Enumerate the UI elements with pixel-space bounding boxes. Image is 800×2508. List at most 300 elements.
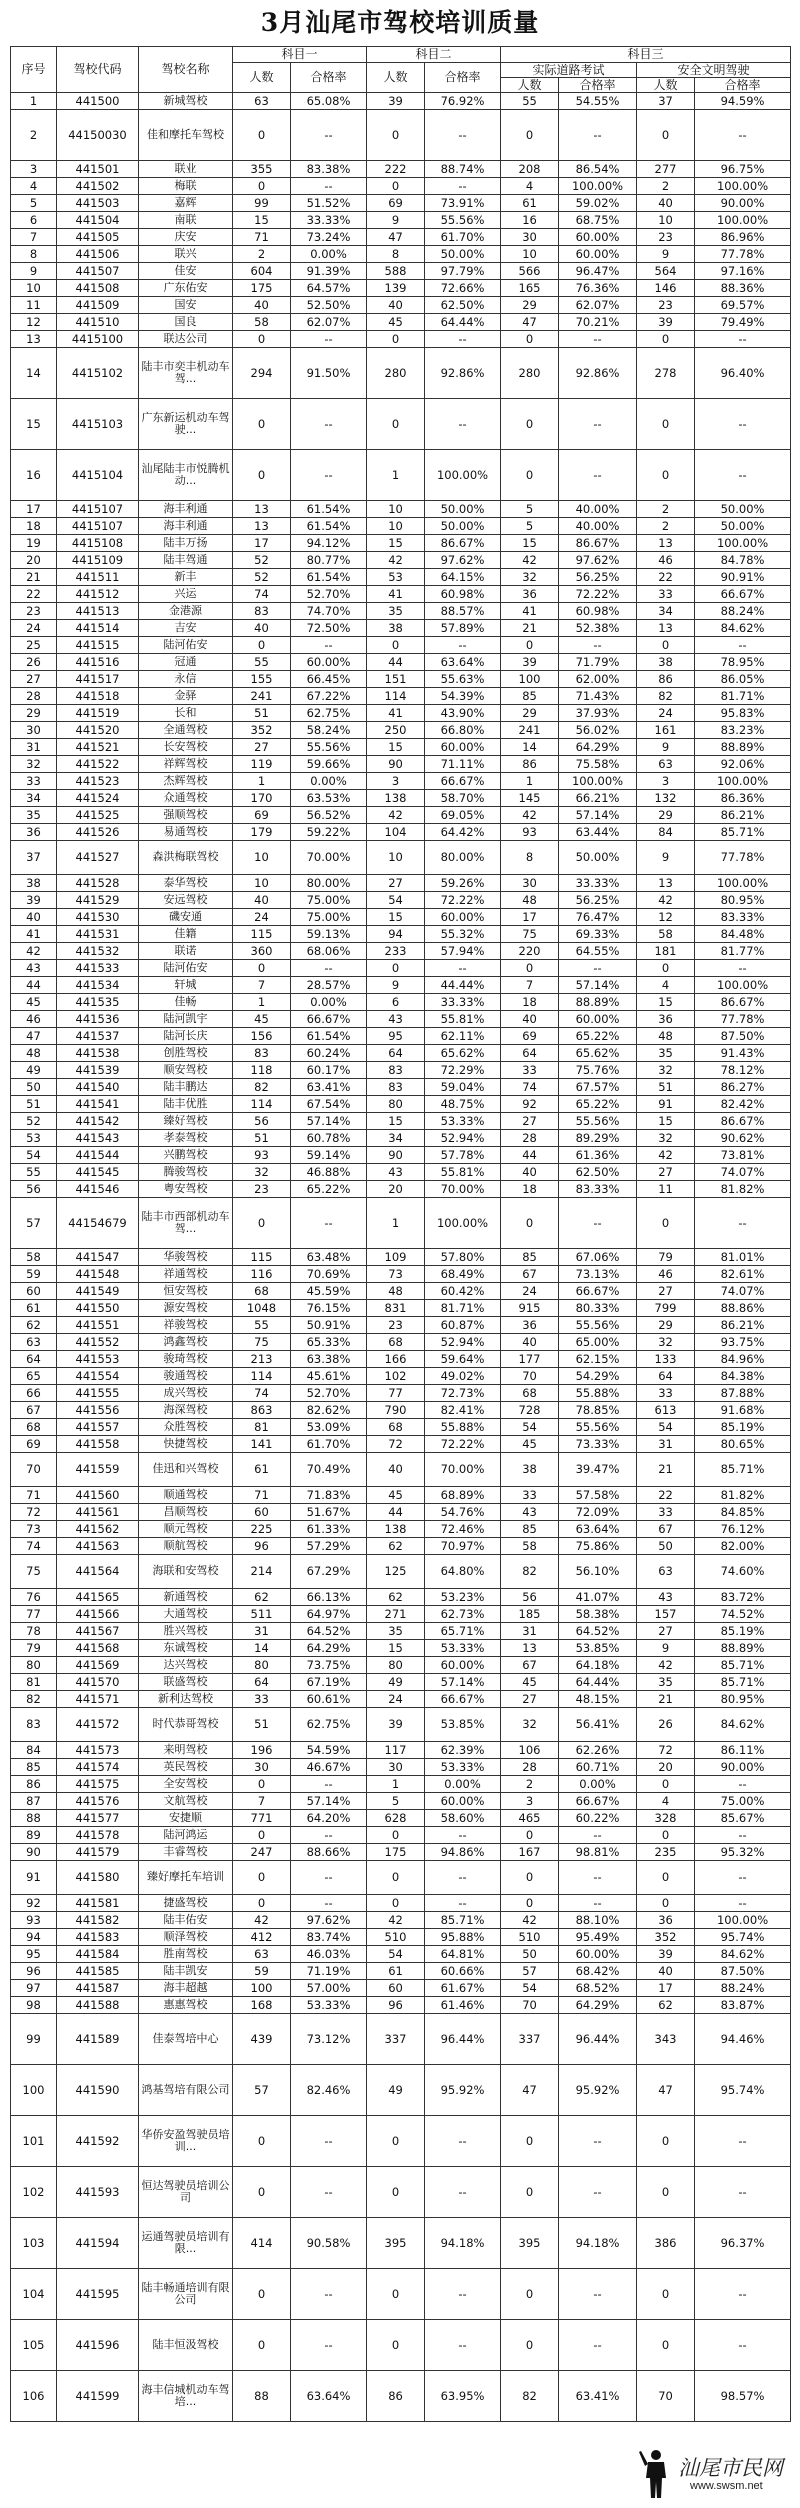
cell-seq: 19 [11,535,57,552]
cell-s2-count: 250 [367,722,425,739]
cell-s1-count: 168 [233,1997,291,2014]
cell-safe-count: 23 [637,297,695,314]
cell-s1-rate: 83.74% [291,1929,367,1946]
cell-s1-count: 93 [233,1147,291,1164]
cell-s1-count: 80 [233,1657,291,1674]
cell-s1-count: 114 [233,1096,291,1113]
cell-code: 441556 [57,1402,139,1419]
cell-s1-rate: 59.66% [291,756,367,773]
cell-s1-count: 0 [233,1861,291,1895]
cell-s1-rate: 59.14% [291,1147,367,1164]
cell-name: 东诚驾校 [139,1640,233,1657]
cell-s1-rate: 51.67% [291,1504,367,1521]
cell-code: 441554 [57,1368,139,1385]
cell-s1-rate: 65.22% [291,1181,367,1198]
cell-road-rate: 56.10% [559,1555,637,1589]
table-row [11,1079,791,1096]
cell-road-count: 18 [501,1181,559,1198]
cell-s2-rate: 70.00% [425,1181,501,1198]
cell-safe-rate: 84.96% [695,1351,791,1368]
cell-safe-rate: 95.74% [695,1929,791,1946]
cell-safe-rate: 85.71% [695,1674,791,1691]
cell-s2-rate: 49.02% [425,1368,501,1385]
cell-s2-rate: 53.33% [425,1113,501,1130]
cell-s2-count: 222 [367,161,425,178]
cell-safe-count: 20 [637,1759,695,1776]
cell-s1-rate: -- [291,2167,367,2218]
cell-s1-rate: 67.19% [291,1674,367,1691]
cell-seq: 62 [11,1317,57,1334]
table-row [11,518,791,535]
cell-name: 臻好摩托车培训 [139,1861,233,1895]
cell-s1-rate: 80.00% [291,875,367,892]
cell-name: 海联和安驾校 [139,1555,233,1589]
cell-s2-rate: -- [425,2269,501,2320]
cell-safe-count: 84 [637,824,695,841]
cell-s2-rate: 62.73% [425,1606,501,1623]
cell-seq: 83 [11,1708,57,1742]
cell-code: 441564 [57,1555,139,1589]
cell-road-count: 58 [501,1538,559,1555]
cell-safe-count: 51 [637,1079,695,1096]
table-row [11,1861,791,1895]
table-row [11,1062,791,1079]
cell-s2-rate: -- [425,178,501,195]
cell-code: 441539 [57,1062,139,1079]
table-row [11,1589,791,1606]
cell-s1-rate: 64.52% [291,1623,367,1640]
table-row [11,841,791,875]
cell-code: 441512 [57,586,139,603]
cell-road-rate: 63.64% [559,1521,637,1538]
cell-s1-count: 439 [233,2014,291,2065]
cell-seq: 85 [11,1759,57,1776]
cell-code: 441533 [57,960,139,977]
cell-road-count: 106 [501,1742,559,1759]
cell-safe-rate: 80.65% [695,1436,791,1453]
cell-road-rate: 55.88% [559,1385,637,1402]
cell-s1-rate: 54.59% [291,1742,367,1759]
cell-name: 全通驾校 [139,722,233,739]
cell-s1-rate: 53.33% [291,1997,367,2014]
cell-s1-rate: 51.52% [291,195,367,212]
table-row [11,1538,791,1555]
cell-road-count: 21 [501,620,559,637]
cell-safe-rate: 96.40% [695,348,791,399]
cell-name: 长安驾校 [139,739,233,756]
cell-s1-count: 0 [233,1198,291,1249]
cell-code: 441583 [57,1929,139,1946]
cell-s1-rate: 64.29% [291,1640,367,1657]
cell-code: 4415102 [57,348,139,399]
cell-s2-rate: 50.00% [425,501,501,518]
cell-code: 441560 [57,1487,139,1504]
cell-s1-rate: 91.39% [291,263,367,280]
cell-road-rate: 55.56% [559,1113,637,1130]
table-row [11,263,791,280]
cell-s1-count: 17 [233,535,291,552]
cell-code: 441553 [57,1351,139,1368]
cell-s1-rate: -- [291,2116,367,2167]
cell-code: 441502 [57,178,139,195]
cell-code: 44154679 [57,1198,139,1249]
table-row [11,1946,791,1963]
cell-safe-rate: 79.49% [695,314,791,331]
cell-safe-rate: 90.00% [695,195,791,212]
cell-seq: 22 [11,586,57,603]
cell-safe-rate: -- [695,1198,791,1249]
cell-safe-rate: 84.62% [695,1946,791,1963]
cell-code: 441522 [57,756,139,773]
cell-s2-count: 138 [367,790,425,807]
cell-road-rate: 61.36% [559,1147,637,1164]
cell-s1-rate: 46.88% [291,1164,367,1181]
table-row [11,1011,791,1028]
cell-name: 众胜驾校 [139,1419,233,1436]
cell-safe-count: 9 [637,739,695,756]
cell-s1-rate: 88.66% [291,1844,367,1861]
cell-s2-rate: 57.80% [425,1249,501,1266]
cell-safe-rate: -- [695,2269,791,2320]
cell-name: 轩城 [139,977,233,994]
cell-s2-rate: -- [425,2167,501,2218]
cell-s2-count: 34 [367,1130,425,1147]
table-row [11,1436,791,1453]
cell-code: 441540 [57,1079,139,1096]
cell-code: 441561 [57,1504,139,1521]
cell-s1-rate: 60.61% [291,1691,367,1708]
cell-seq: 104 [11,2269,57,2320]
cell-s1-rate: 91.50% [291,348,367,399]
cell-s2-count: 90 [367,1147,425,1164]
cell-seq: 26 [11,654,57,671]
cell-safe-rate: 92.06% [695,756,791,773]
cell-safe-rate: 98.57% [695,2371,791,2422]
cell-seq: 2 [11,110,57,161]
cell-s1-rate: 46.67% [291,1759,367,1776]
cell-name: 成兴驾校 [139,1385,233,1402]
page-title: 3月汕尾市驾校培训质量 [260,8,540,37]
table-row [11,2116,791,2167]
cell-s2-count: 45 [367,1487,425,1504]
cell-seq: 82 [11,1691,57,1708]
cell-s2-rate: 60.00% [425,1657,501,1674]
cell-name: 兴运 [139,586,233,603]
cell-name: 众通驾校 [139,790,233,807]
cell-code: 441535 [57,994,139,1011]
cell-safe-count: 2 [637,518,695,535]
cell-road-count: 42 [501,807,559,824]
cell-s2-rate: 60.00% [425,1793,501,1810]
cell-code: 441505 [57,229,139,246]
table-row [11,93,791,110]
cell-road-count: 395 [501,2218,559,2269]
cell-s1-rate: 46.03% [291,1946,367,1963]
cell-name: 捷盛驾校 [139,1895,233,1912]
cell-road-count: 74 [501,1079,559,1096]
cell-safe-count: 31 [637,1436,695,1453]
cell-s2-rate: 72.22% [425,892,501,909]
cell-s2-count: 42 [367,1912,425,1929]
cell-s2-rate: -- [425,2320,501,2371]
cell-safe-rate: 80.95% [695,1691,791,1708]
cell-s2-count: 41 [367,705,425,722]
cell-s1-count: 114 [233,1368,291,1385]
cell-s1-count: 213 [233,1351,291,1368]
cell-safe-count: 13 [637,535,695,552]
cell-name: 联诺 [139,943,233,960]
cell-code: 4415100 [57,331,139,348]
cell-s2-rate: 53.33% [425,1640,501,1657]
cell-name: 祥通驾校 [139,1266,233,1283]
cell-seq: 16 [11,450,57,501]
table-row [11,195,791,212]
cell-safe-count: 235 [637,1844,695,1861]
cell-road-count: 54 [501,1980,559,1997]
cell-road-count: 56 [501,1589,559,1606]
cell-seq: 5 [11,195,57,212]
table-row [11,1368,791,1385]
cell-safe-count: 37 [637,93,695,110]
cell-road-rate: 64.18% [559,1657,637,1674]
cell-road-rate: 60.98% [559,603,637,620]
table-row [11,1402,791,1419]
cell-safe-rate: 77.78% [695,246,791,263]
cell-s1-rate: 45.61% [291,1368,367,1385]
cell-seq: 32 [11,756,57,773]
cell-seq: 96 [11,1963,57,1980]
cell-s2-rate: -- [425,1895,501,1912]
cell-safe-rate: 85.67% [695,1810,791,1827]
cell-safe-rate: 85.19% [695,1419,791,1436]
cell-s2-rate: 57.78% [425,1147,501,1164]
cell-road-rate: -- [559,1198,637,1249]
cell-s1-count: 52 [233,569,291,586]
cell-s1-count: 170 [233,790,291,807]
cell-road-count: 465 [501,1810,559,1827]
cell-seq: 7 [11,229,57,246]
table-row [11,314,791,331]
cell-safe-rate: -- [695,110,791,161]
table-row [11,1827,791,1844]
cell-safe-count: 0 [637,1861,695,1895]
cell-s2-count: 96 [367,1997,425,2014]
cell-s2-count: 1 [367,1776,425,1793]
cell-s2-count: 43 [367,1011,425,1028]
cell-safe-rate: -- [695,1776,791,1793]
cell-s2-count: 15 [367,1113,425,1130]
cell-name: 佳安 [139,263,233,280]
cell-s1-rate: 59.13% [291,926,367,943]
cell-s2-rate: 53.33% [425,1759,501,1776]
cell-s1-count: 155 [233,671,291,688]
cell-name: 广东新运机动车驾驶... [139,399,233,450]
cell-safe-rate: 84.85% [695,1504,791,1521]
cell-s2-rate: 59.26% [425,875,501,892]
cell-safe-count: 42 [637,1147,695,1164]
cell-safe-rate: 85.71% [695,824,791,841]
cell-s1-count: 360 [233,943,291,960]
cell-code: 441592 [57,2116,139,2167]
cell-road-rate: 75.76% [559,1062,637,1079]
cell-s1-rate: 60.17% [291,1062,367,1079]
cell-safe-count: 0 [637,2269,695,2320]
cell-s1-count: 83 [233,1045,291,1062]
cell-s2-count: 114 [367,688,425,705]
cell-name: 陆河长庆 [139,1028,233,1045]
cell-safe-rate: 100.00% [695,875,791,892]
cell-road-rate: -- [559,1861,637,1895]
cell-name: 海丰利通 [139,501,233,518]
table-row [11,178,791,195]
cell-safe-count: 58 [637,926,695,943]
cell-s2-rate: 48.75% [425,1096,501,1113]
cell-code: 441518 [57,688,139,705]
cell-safe-rate: 85.71% [695,1657,791,1674]
cell-name: 全安驾校 [139,1776,233,1793]
cell-safe-count: 13 [637,875,695,892]
header-road-rate: 合格率 [559,78,637,93]
cell-safe-rate: 94.59% [695,93,791,110]
cell-s1-count: 100 [233,1980,291,1997]
cell-seq: 25 [11,637,57,654]
cell-s1-count: 0 [233,399,291,450]
cell-road-rate: -- [559,331,637,348]
cell-s1-rate: 80.77% [291,552,367,569]
cell-safe-count: 43 [637,1589,695,1606]
cell-safe-count: 4 [637,1793,695,1810]
cell-s1-count: 59 [233,1963,291,1980]
cell-s2-rate: 64.44% [425,314,501,331]
cell-s2-rate: 60.66% [425,1963,501,1980]
cell-s1-rate: -- [291,1895,367,1912]
cell-road-count: 33 [501,1487,559,1504]
cell-safe-rate: -- [695,2320,791,2371]
cell-safe-rate: -- [695,1861,791,1895]
cell-road-count: 47 [501,2065,559,2116]
cell-name: 陆丰佑安 [139,1912,233,1929]
cell-s1-rate: 73.75% [291,1657,367,1674]
cell-s1-count: 241 [233,688,291,705]
cell-s1-rate: 83.38% [291,161,367,178]
cell-s1-count: 40 [233,297,291,314]
cell-s2-count: 271 [367,1606,425,1623]
cell-road-count: 177 [501,1351,559,1368]
cell-seq: 30 [11,722,57,739]
cell-safe-count: 0 [637,2320,695,2371]
cell-s2-rate: 64.15% [425,569,501,586]
cell-road-rate: 70.21% [559,314,637,331]
cell-seq: 13 [11,331,57,348]
cell-name: 陆丰万扬 [139,535,233,552]
cell-s2-count: 6 [367,994,425,1011]
cell-road-rate: 52.38% [559,620,637,637]
cell-s2-rate: 85.71% [425,1912,501,1929]
cell-safe-rate: 95.83% [695,705,791,722]
table-row [11,2014,791,2065]
cell-road-count: 43 [501,1504,559,1521]
cell-name: 时代恭哥驾校 [139,1708,233,1742]
cell-safe-rate: 88.36% [695,280,791,297]
cell-road-count: 41 [501,603,559,620]
cell-s2-count: 0 [367,110,425,161]
cell-road-count: 220 [501,943,559,960]
cell-road-count: 36 [501,1317,559,1334]
cell-s1-rate: 72.50% [291,620,367,637]
cell-road-rate: 67.06% [559,1249,637,1266]
cell-safe-rate: 86.27% [695,1079,791,1096]
cell-s1-rate: -- [291,399,367,450]
cell-road-rate: 57.58% [559,1487,637,1504]
cell-s2-rate: 50.00% [425,246,501,263]
cell-seq: 61 [11,1300,57,1317]
cell-road-count: 16 [501,212,559,229]
cell-safe-count: 564 [637,263,695,280]
cell-road-rate: 96.44% [559,2014,637,2065]
cell-s1-count: 0 [233,637,291,654]
cell-name: 联盛驾校 [139,1674,233,1691]
cell-road-count: 30 [501,229,559,246]
cell-road-rate: 92.86% [559,348,637,399]
table-row [11,1453,791,1487]
cell-s2-rate: 52.94% [425,1130,501,1147]
cell-safe-count: 2 [637,501,695,518]
cell-code: 441508 [57,280,139,297]
table-row [11,1317,791,1334]
cell-road-count: 93 [501,824,559,841]
cell-seq: 52 [11,1113,57,1130]
cell-safe-rate: 85.71% [695,1453,791,1487]
table-row [11,1113,791,1130]
table-row [11,1844,791,1861]
cell-safe-count: 12 [637,909,695,926]
cell-safe-rate: 81.01% [695,1249,791,1266]
cell-safe-count: 386 [637,2218,695,2269]
cell-safe-count: 328 [637,1810,695,1827]
cell-seq: 100 [11,2065,57,2116]
table-row [11,1742,791,1759]
table-row [11,1895,791,1912]
header-safe-driving: 安全文明驾驶 [637,63,791,78]
cell-s2-count: 9 [367,977,425,994]
cell-seq: 20 [11,552,57,569]
header-s2-count: 人数 [367,63,425,93]
cell-road-rate: 56.41% [559,1708,637,1742]
cell-safe-count: 39 [637,314,695,331]
table-row [11,620,791,637]
cell-road-count: 15 [501,535,559,552]
cell-safe-count: 35 [637,1045,695,1062]
cell-safe-rate: 86.96% [695,229,791,246]
cell-name: 创胜驾校 [139,1045,233,1062]
cell-seq: 80 [11,1657,57,1674]
cell-s1-rate: 55.56% [291,739,367,756]
table-row [11,331,791,348]
cell-s1-rate: 63.48% [291,1249,367,1266]
cell-s2-count: 0 [367,2167,425,2218]
cell-safe-count: 36 [637,1912,695,1929]
cell-s1-rate: 60.78% [291,1130,367,1147]
cell-s2-rate: 82.41% [425,1402,501,1419]
cell-name: 冠通 [139,654,233,671]
cell-road-count: 2 [501,1776,559,1793]
cell-safe-rate: 100.00% [695,1912,791,1929]
cell-s1-count: 0 [233,331,291,348]
cell-s2-rate: 70.97% [425,1538,501,1555]
cell-safe-rate: 93.75% [695,1334,791,1351]
table-header [11,47,791,93]
cell-safe-rate: 86.67% [695,994,791,1011]
